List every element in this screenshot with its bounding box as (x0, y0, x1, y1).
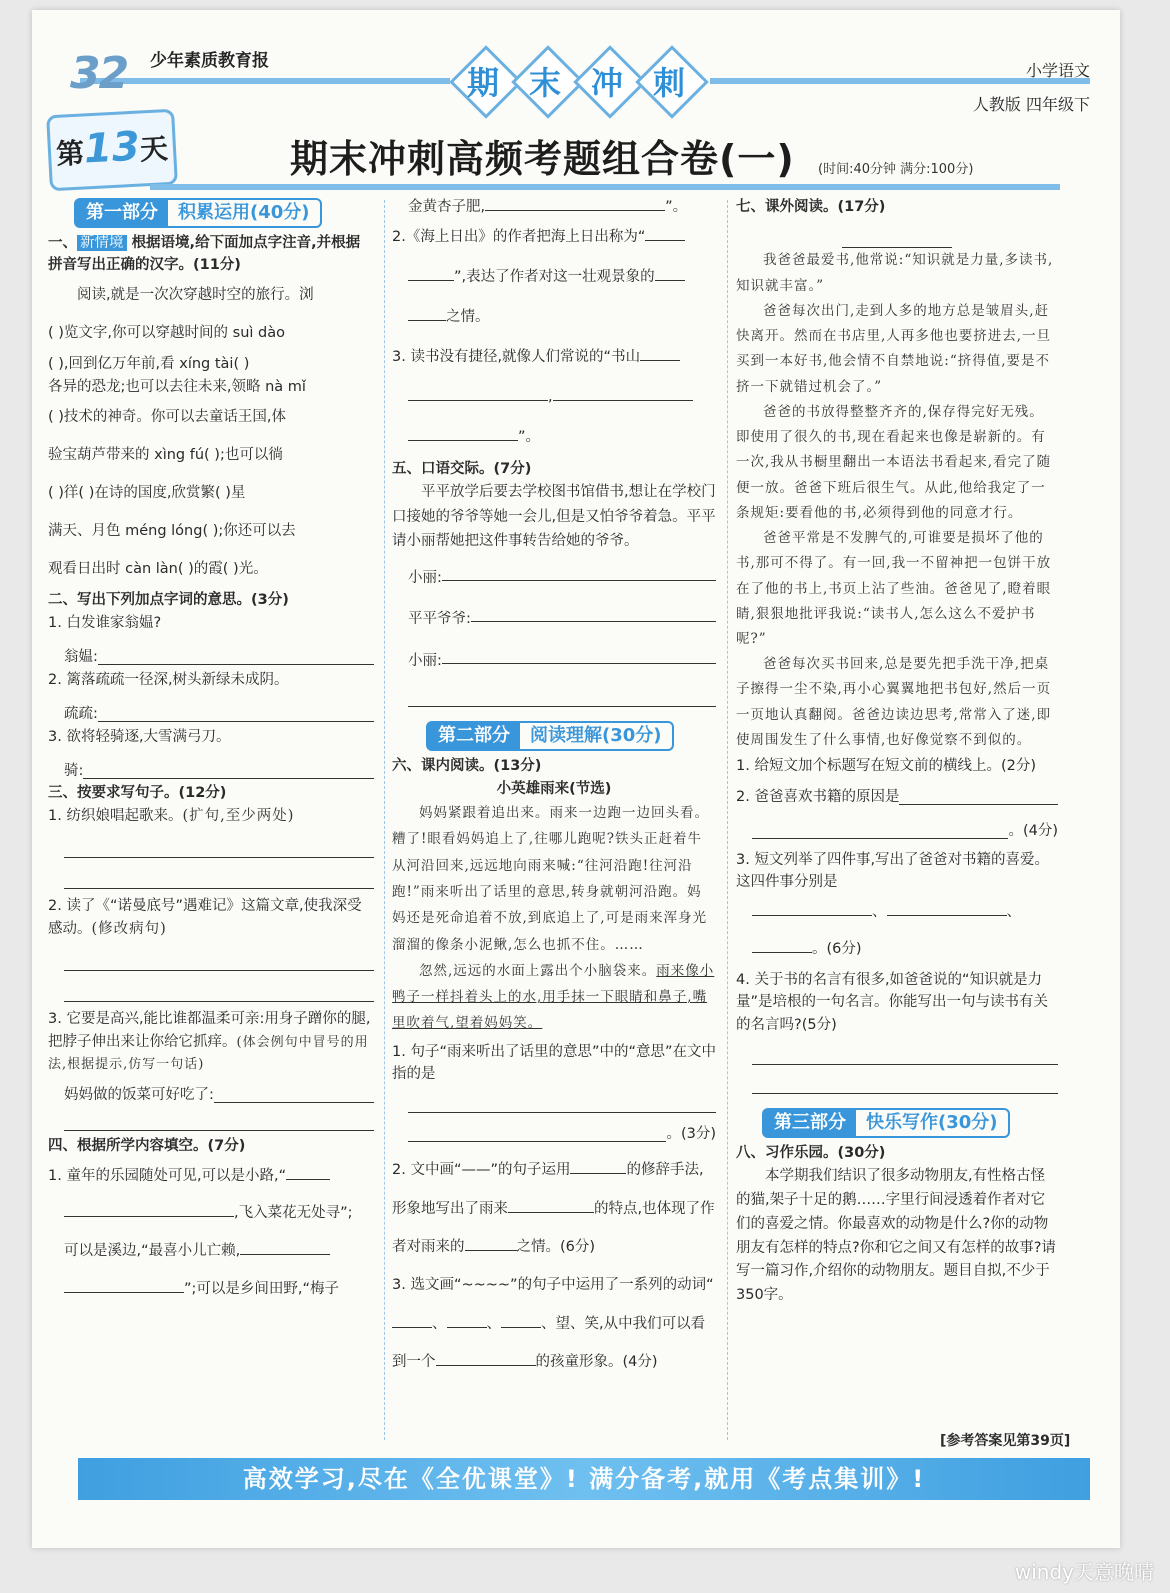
sprint-char: 末 (528, 64, 561, 102)
answer-blank[interactable] (64, 1202, 234, 1217)
sprint-char: 刺 (652, 64, 685, 102)
day-prefix: 第 (55, 136, 86, 171)
part2-name: 阅读理解(30分) (530, 725, 662, 747)
page-title: 期末冲刺高频考题组合卷(一) (290, 137, 795, 181)
q5-heading: 五、口语交际。(7分) (392, 460, 532, 477)
q1-line: 验宝葫芦带来的 xìng fú( );也可以徜 (48, 447, 283, 464)
q5-text: 平平放学后要去学校图书馆借书,想让在学校门口接她的爷爷等她一会儿,但是又怕爷爷着急。平平请小丽帮她把这件事转告给她的爷爷。 (392, 484, 716, 550)
q3-item2 (48, 895, 374, 940)
q4-text: 1. 童年的乐园随处可见,可以是小路,“ (48, 1167, 287, 1184)
q3-item2-text: 2. 读了《“诺曼底号”遇难记》这篇文章,使我深受感动。 (48, 898, 362, 937)
answer-blank[interactable] (408, 1123, 666, 1142)
answer-blank[interactable] (752, 938, 812, 953)
answer-blank[interactable] (436, 1351, 536, 1366)
q4-line (48, 1271, 374, 1309)
header-line-left (80, 78, 450, 84)
q2-answer-label: 翁媪: (64, 649, 98, 666)
q1-line: 满天、月色 méng lóng( );你还可以去 (48, 523, 296, 540)
new-context-tag: 新情境 (77, 235, 127, 251)
q1-line: 观看日出时 càn làn( )的霞( )光。 (48, 561, 268, 578)
q7-paragraph: 爸爸每次买书回来,总是要先把手洗干净,把桌子擦得一尘不染,再小心翼翼地把书包好,然后一页一页地认真翻阅。爸爸边读边思考,常常入了迷,即使周围发生了什么事情,也好像觉察不到似的。 (736, 656, 1052, 748)
q4-text: 2.《海上日出》的作者把海上日出称为“ (392, 229, 646, 246)
answer-blank[interactable] (752, 901, 872, 916)
q7-heading: 七、课外阅读。(17分) (736, 199, 886, 215)
q3-item3-text: 3. 它要是高兴,能比谁都温柔可亲:用身子蹭你的腿,把脖子伸出来让你给它抓痒。 (48, 1011, 371, 1050)
answer-blank[interactable] (408, 426, 518, 441)
q2-item: 2. 篱落疏疏一径深,树头新绿未成阴。 (48, 671, 289, 688)
column-2 (392, 196, 716, 1382)
q6-paragraph: 妈妈紧跟着追出来。雨来一边跑一边回头看。糟了!眼看妈妈追上了,往哪儿跑呢?铁头正赶着牛从河沿回来,远远地向雨来喊:“往河沿跑!往河沿跑!”雨来听出了话里的意思,转身就朝河沿跑。妈妈还是死命追着不放,到底追上了,可是雨来浑身光溜溜的像条小泥鳅,怎么也抓不住。…… (392, 804, 709, 953)
column-divider (384, 200, 385, 1440)
time-note: (时间:40分钟 满分:100分) (818, 162, 974, 177)
answer-line[interactable] (408, 682, 716, 707)
q1-line: 阅读,就是一次次穿越时空的旅行。浏 (77, 286, 314, 303)
q6-text: 之情。(6分) (516, 1239, 596, 1256)
title-underline (150, 184, 1060, 190)
page-number: 32 (70, 48, 128, 99)
q7-paragraph: 爸爸的书放得整整齐齐的,保存得完好无残。即使用了很久的书,现在看起来也像是崭新的。有一次,我从书橱里翻出一本语法书看起来,看完了随便一放。爸爸下班后很生气。从此,他给我定了一条规矩:要看他的书,必须得到他的同意才行。 (736, 403, 1052, 521)
answer-blank[interactable] (640, 346, 680, 361)
answer-blank[interactable] (83, 760, 374, 779)
q4-heading: 四、根据所学内容填空。(7分) (48, 1138, 246, 1155)
q6-p2-text: 忽然,远远的水面上露出个小脑袋来。 (419, 962, 657, 979)
q7-s1: 1. 给短文加个标题写在短文前的横线上。(2分) (736, 758, 1036, 775)
answer-blank[interactable] (501, 1313, 541, 1328)
q4-text: 可以是溪边,“最喜小儿亡赖, (64, 1243, 241, 1260)
speaker-label: 平平爷爷: (408, 611, 471, 628)
answer-blank[interactable] (645, 226, 685, 241)
answer-blank[interactable] (98, 703, 374, 722)
subject-label: 小学语文 (1025, 61, 1090, 80)
answer-blank[interactable] (392, 1313, 432, 1328)
part1-badge (74, 198, 322, 228)
speaker-label: 小丽: (408, 570, 442, 587)
q7-s4: 4. 关于书的名言有很多,如爸爸说的“知识就是力量”是培根的一句名言。你能写出一句与读书有关的名言吗?(5分) (736, 971, 1049, 1033)
q4-item2 (392, 258, 716, 298)
q3-item1 (48, 805, 374, 827)
part3-name: 快乐写作(30分) (866, 1112, 998, 1134)
answer-blank[interactable] (442, 641, 716, 664)
speaker-label: 小丽: (408, 652, 442, 669)
q1-number: 一、 (48, 235, 77, 251)
q4-text: ”;可以是乡间田野,“梅子 (184, 1280, 340, 1297)
q4-item2 (392, 218, 716, 258)
answer-blank[interactable] (899, 786, 1058, 805)
day-badge (46, 109, 178, 192)
q3-item3 (48, 1008, 374, 1075)
title-blank[interactable] (842, 233, 952, 248)
q8-heading: 八、习作乐园。(30分) (736, 1145, 886, 1162)
q4-item3 (392, 338, 716, 378)
q4-text: ”。 (518, 428, 541, 445)
answer-blank[interactable] (98, 646, 374, 665)
answer-line[interactable] (64, 827, 374, 858)
q6-text: 、望、笑,从中我们可以看到一个 (392, 1315, 706, 1371)
answer-blank[interactable] (447, 1313, 487, 1328)
q4-text: ”,表达了作者对这一壮观景象的 (454, 269, 655, 286)
q8-text: 本学期我们结识了很多动物朋友,有性格古怪的猫,架子十足的鹅……字里行间浸透着作者对它们的喜爱之情。你最喜欢的动物是什么?你的动物朋友有怎样的特点?你和它之间又有怎样的故事?请写一篇习作,介绍你的动物朋友。题目自拟,不少于350字。 (736, 1167, 1056, 1304)
column-3 (736, 196, 1058, 1308)
q7-s3-blanks: 、 、 (752, 894, 1058, 932)
answer-line[interactable] (64, 940, 374, 971)
q1-heading (48, 232, 374, 277)
answer-blank[interactable] (408, 306, 446, 321)
q4-line (48, 1195, 374, 1233)
answer-blank[interactable] (570, 1159, 626, 1174)
q1-line: ( )览文字,你可以穿越时间的 suì dào (48, 324, 285, 341)
q6-s1: 1. 句子“雨来听出了话里的意思”中的“意思”在文中指的是 (392, 1043, 716, 1083)
part2-label: 第二部分 (428, 723, 520, 749)
answer-blank[interactable] (465, 1236, 517, 1251)
q6-heading: 六、课内阅读。(13分) (392, 758, 542, 775)
answer-blank[interactable] (655, 266, 685, 281)
q4-line (48, 1158, 374, 1196)
watermark: windy天意晚晴 (1014, 1560, 1154, 1584)
sprint-logo (450, 48, 710, 110)
q6-underlined-sentence: 雨来像小鸭子一样抖着头上的水,用手抹一下眼睛和鼻子,嘴里吹着气,望着妈妈笑。 (392, 962, 715, 1032)
part2-badge (426, 721, 674, 751)
q6-text: 的特点,也体现了作者对雨来的 (392, 1200, 715, 1256)
q1-line: ( )技术的神奇。你可以去童话王国,体 (48, 409, 287, 426)
q7-s3: 3. 短文列举了四件事,写出了爸爸对书籍的喜爱。这四件事分别是 (736, 851, 1050, 891)
answer-line[interactable] (64, 971, 374, 1002)
answer-blank[interactable] (887, 901, 1007, 916)
q4-line (392, 196, 716, 218)
q3-item3-prompt: 妈妈做的饭菜可好吃了: (64, 1086, 214, 1103)
newspaper-name: 少年素质教育报 (150, 51, 269, 71)
q7-s2-score: 。(4分) (1008, 823, 1058, 840)
q7-s3-blanks (752, 931, 1058, 969)
q2-item: 1. 白发谁家翁媪? (48, 614, 162, 631)
q1-line: ( ),回到亿万年前,看 xíng tài( ) (48, 355, 250, 372)
q2-answer-label: 骑: (64, 763, 84, 780)
answer-blank[interactable] (752, 820, 1008, 839)
column-1 (48, 196, 374, 1308)
q4-item3 (392, 418, 716, 458)
answer-reference: [参考答案见第39页] (940, 1433, 1071, 1449)
q6-s3: 3. 选文画“~~~~”的句子中运用了一系列的动词“、 、 、望、笑,从中我们可以看到一个 的孩童形象。(4分) (392, 1277, 714, 1371)
q6-text: 3. 选文画“~~~~”的句子中运用了一系列的动词“ (392, 1277, 714, 1294)
q1-line: ( )徉( )在诗的国度,欣赏繁( )星 (48, 485, 246, 502)
q2-answer-label: 疏疏: (64, 706, 98, 723)
q6-passage-title: 小英雄雨来(节选) (496, 780, 612, 797)
q6-s1-score: 。(3分) (666, 1125, 716, 1142)
answer-line[interactable] (752, 1036, 1058, 1065)
q3-heading: 三、按要求写句子。(12分) (48, 785, 227, 802)
q7-paragraph: 爸爸每次出门,走到人多的地方总是皱眉头,赶快离开。然而在书店里,人再多他也要挤进去,一旦买到一本好书,他会情不自禁地说:“挤得值,要是不挤一下就错过机会了。” (736, 302, 1052, 395)
q4-text: 之情。 (446, 309, 490, 326)
q4-text: 3. 读书没有捷径,就像人们常说的“书山 (392, 349, 641, 366)
q4-item3 (392, 378, 716, 418)
footer-banner: 高效学习,尽在《全优课堂》! 满分备考,就用《考点集训》! (78, 1458, 1090, 1500)
sprint-char: 冲 (590, 64, 623, 102)
part1-name: 积累运用(40分) (178, 202, 310, 224)
answer-line[interactable] (752, 1065, 1058, 1094)
q6-text: 的孩童形象。(4分) (535, 1354, 658, 1371)
q6-paragraph (392, 958, 716, 1037)
edition-label: 人教版 四年级下 (972, 95, 1090, 114)
answer-line[interactable] (64, 858, 374, 889)
day-number: 13 (82, 123, 141, 173)
q3-item3-note: (体会例句中冒号的用法,根据提示,仿写一句话) (48, 1034, 369, 1073)
q7-paragraph: 爸爸平常是不发脾气的,可谁要是损坏了他的书,那可不得了。有一回,我一不留神把一包饼干放在了他的书上,书页上沾了些油。爸爸见了,瞪着眼睛,狠狠地批评我说:“读书人,怎么这么不爱护书呢?” (736, 530, 1052, 647)
part3-label: 第三部分 (764, 1110, 856, 1136)
sprint-char: 期 (466, 64, 499, 102)
q4-text: ,飞入菜花无处寻”; (234, 1205, 353, 1222)
q6-s2 (392, 1151, 716, 1266)
q4-item2 (392, 298, 716, 338)
answer-blank[interactable] (240, 1240, 330, 1255)
q1-line: 各异的恐龙;也可以去往未来,领略 nà mǐ (48, 379, 306, 396)
q3-item2-note: (修改病句) (91, 920, 167, 937)
q6-text: 2. 文中画“——”的句子运用 (392, 1162, 571, 1179)
day-suffix: 天 (139, 132, 169, 167)
q2-item: 3. 欲将轻骑逐,大雪满弓刀。 (48, 728, 231, 745)
q4-text: 金黄杏子肥, (408, 199, 486, 215)
answer-blank[interactable] (485, 196, 665, 211)
answer-blank[interactable] (553, 386, 693, 401)
answer-blank[interactable] (408, 386, 548, 401)
column-divider (727, 200, 728, 1440)
answer-blank[interactable] (508, 1198, 594, 1213)
answer-blank[interactable] (408, 1090, 716, 1113)
answer-blank[interactable] (286, 1165, 330, 1180)
answer-blank[interactable] (408, 266, 454, 281)
q7-paragraph: 我爸爸最爱书,他常说:“知识就是力量,多读书,知识就丰富。” (736, 252, 1054, 294)
answer-blank[interactable] (64, 1278, 184, 1293)
q7-s3-score: 。(6分) (812, 941, 862, 958)
q3-item1-text: 1. 纺织娘唱起歌来。 (48, 807, 183, 824)
answer-blank[interactable] (471, 599, 716, 622)
q7-s2: 2. 爸爸喜欢书籍的原因是 (736, 788, 900, 805)
part1-label: 第一部分 (76, 200, 168, 226)
q4-line (48, 1233, 374, 1271)
q4-text: , (548, 388, 553, 405)
part3-badge (762, 1108, 1010, 1138)
q2-heading: 二、写出下列加点字词的意思。(3分) (48, 592, 289, 609)
q4-text: ”。 (665, 199, 688, 215)
q6-text: 的修辞手法,形象地写出了雨来 (392, 1162, 704, 1217)
answer-line[interactable] (64, 1106, 374, 1131)
answer-blank[interactable] (214, 1084, 374, 1103)
answer-blank[interactable] (442, 558, 716, 581)
q1-heading-text: 根据语境,给下面加点字注音,并根据拼音写出正确的汉字。(11分) (48, 235, 361, 274)
q3-item1-note: (扩句,至少两处) (182, 807, 295, 824)
